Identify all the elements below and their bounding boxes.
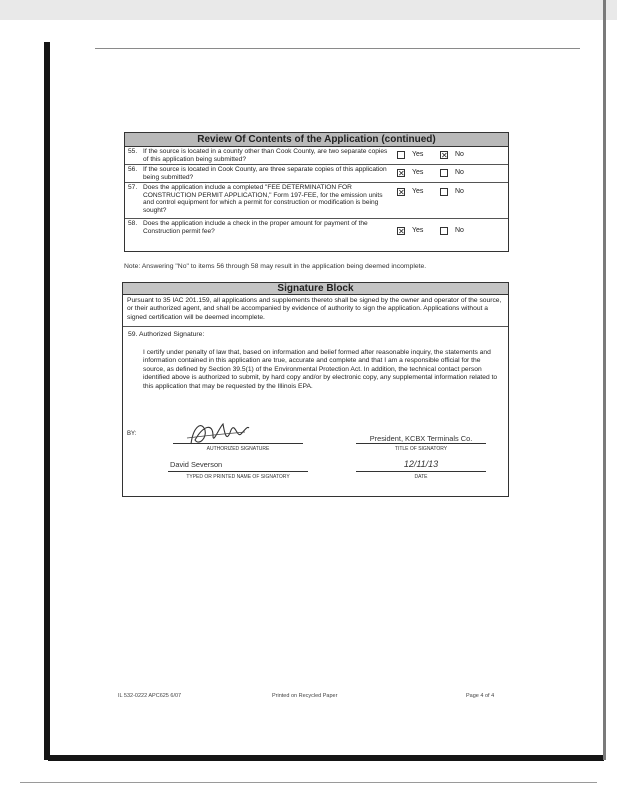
scan-edge-bottom bbox=[48, 755, 604, 761]
no-checkbox[interactable] bbox=[440, 188, 448, 196]
no-label: No bbox=[455, 169, 464, 176]
review-contents-box bbox=[124, 132, 509, 252]
title-label: TITLE OF SIGNATORY bbox=[394, 446, 448, 452]
question-row bbox=[125, 219, 508, 239]
page-top-rule bbox=[95, 48, 580, 49]
no-checkbox[interactable] bbox=[440, 227, 448, 235]
signature-block-title: Signature Block bbox=[123, 283, 508, 295]
signature-date: 12/11/13 bbox=[403, 459, 439, 469]
date-line bbox=[356, 471, 486, 472]
scan-shadow bbox=[0, 0, 617, 20]
recycled-paper-note: Printed on Recycled Paper bbox=[272, 693, 338, 699]
question-text: Does the application include a completed "FEE DETERMINATION FOR CONSTRUCTION PERMIT APPLICATION," Form 197-FEE, for the emission units and control equipment for which a permit for construction or modification is being sought? bbox=[143, 184, 383, 214]
signature-block bbox=[122, 282, 509, 497]
form-id: IL 532-0222 APC625 6/07 bbox=[118, 693, 182, 699]
section-title: Review Of Contents of the Application (continued) bbox=[125, 133, 508, 147]
signature-line bbox=[173, 443, 303, 444]
pursuant-text: Pursuant to 35 IAC 201.159, all applications and supplements thereto shall be signed by the owner and operator of the source, or their authorized agent, and shall be accompanied by evidence of authority to sign the application. Applications without a signed certification will be deemed incomplete. bbox=[127, 297, 502, 321]
yes-checkbox[interactable] bbox=[397, 151, 405, 159]
question-row bbox=[125, 183, 508, 219]
signatory-title: President, KCBX Terminals Co. bbox=[369, 434, 473, 443]
divider bbox=[123, 326, 508, 327]
yes-checkbox-checked[interactable]: ✕ bbox=[398, 188, 405, 197]
signatory-name: David Severson bbox=[170, 460, 223, 469]
no-label: No bbox=[455, 151, 464, 158]
yes-checkbox-checked[interactable]: ✕ bbox=[398, 169, 405, 178]
no-label: No bbox=[455, 227, 464, 234]
yes-label: Yes bbox=[412, 227, 424, 234]
yes-label: Yes bbox=[412, 188, 424, 195]
no-label: No bbox=[455, 188, 464, 195]
yes-label: Yes bbox=[412, 169, 424, 176]
certification-text: I certify under penalty of law that, based on information and belief formed after reasonable inquiry, the statements and information contained in this application are true, accurate and complete and that I am a responsible official for the source, as defined by Section 39.5(1) of the Environmental Protection Act. In addition, the technical contact person identified above is authorized to submit, by hard copy and/or by electronic copy, any supplemental information related to this application that may be requested by the Illinois EPA. bbox=[143, 349, 498, 390]
question-number: 55. bbox=[128, 148, 138, 155]
authorized-signature-label: AUTHORIZED SIGNATURE bbox=[206, 446, 270, 452]
yes-label: Yes bbox=[412, 151, 424, 158]
question-text: Does the application include a check in the proper amount for payment of the Construction permit fee? bbox=[143, 220, 368, 235]
name-line bbox=[168, 471, 308, 472]
no-checkbox-checked[interactable]: ✕ bbox=[441, 151, 448, 160]
incomplete-note: Note: Answering "No" to items 56 through 58 may result in the application being deemed incomplete. bbox=[124, 263, 427, 270]
no-checkbox[interactable] bbox=[440, 169, 448, 177]
question-row bbox=[125, 147, 508, 165]
question-text: If the source is located in a county other than Cook County, are two separate copies of this application being submitted? bbox=[143, 148, 388, 163]
title-line bbox=[356, 443, 486, 444]
scan-edge-right bbox=[603, 0, 606, 760]
page-foot-rule bbox=[20, 782, 597, 783]
by-label: BY: bbox=[127, 431, 137, 437]
yes-checkbox-checked[interactable]: ✕ bbox=[398, 227, 405, 236]
date-label: DATE bbox=[414, 474, 428, 480]
question-number: 57. bbox=[128, 184, 138, 191]
scan-edge-left bbox=[44, 42, 50, 760]
question-number: 56. bbox=[128, 166, 138, 173]
question-text: If the source is located in Cook County, are three separate copies of this application being submitted? bbox=[143, 166, 387, 181]
page-number: Page 4 of 4 bbox=[466, 693, 495, 699]
authorized-signature-heading: 59. Authorized Signature: bbox=[128, 331, 205, 338]
question-row bbox=[125, 165, 508, 183]
question-number: 58. bbox=[128, 220, 138, 227]
name-label: TYPED OR PRINTED NAME OF SIGNATORY bbox=[186, 474, 290, 480]
